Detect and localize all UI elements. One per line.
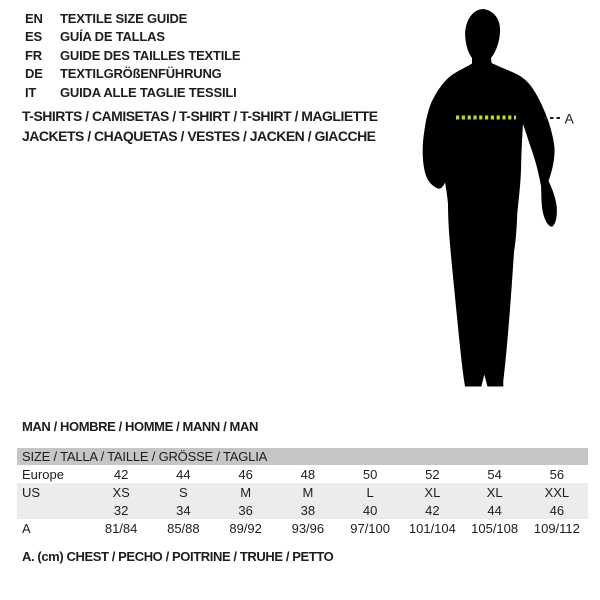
cell: 38 — [300, 502, 316, 518]
language-code: EN — [25, 10, 43, 26]
cell: XL — [424, 484, 441, 500]
cell: 48 — [300, 466, 316, 482]
cell: 32 — [113, 502, 129, 518]
language-code: FR — [25, 47, 42, 63]
cell: 54 — [487, 466, 502, 482]
size-table-header-label: SIZE / TALLA / TAILLE / GRÖSSE / TAGLIA — [22, 449, 268, 464]
section-title-man: MAN / HOMBRE / HOMME / MANN / MAN — [22, 419, 258, 434]
cell: XS — [112, 484, 130, 500]
language-row-fr — [25, 46, 240, 65]
cell: 42 — [113, 466, 129, 482]
language-code: DE — [25, 66, 43, 82]
language-code: IT — [25, 84, 37, 100]
language-label: GUIDE DES TAILLES TEXTILE — [60, 47, 241, 63]
measure-label-a: A — [564, 110, 574, 127]
cell: 81/84 — [104, 520, 138, 536]
cell: M — [302, 484, 314, 500]
cell: M — [240, 484, 252, 500]
language-row-it — [25, 83, 240, 102]
product-types-tshirts: T-SHIRTS / CAMISETAS / T-SHIRT / T-SHIRT / MAGLIETTE — [22, 108, 378, 124]
language-label: TEXTILE SIZE GUIDE — [60, 10, 188, 26]
cell: 44 — [176, 466, 191, 482]
cell: 36 — [238, 502, 253, 518]
size-table-header — [17, 448, 588, 465]
man-silhouette-figure — [400, 0, 600, 400]
man-silhouette-svg — [400, 0, 600, 400]
table-row-a-chest — [17, 519, 588, 537]
size-table — [17, 448, 588, 537]
cell: 89/92 — [229, 520, 262, 536]
language-label: GUIDA ALLE TAGLIE TESSILI — [60, 84, 237, 100]
measurement-footnote: A. (cm) CHEST / PECHO / POITRINE / TRUHE / PETTO — [22, 549, 334, 564]
cell: 105/108 — [471, 520, 519, 536]
cell: 40 — [362, 502, 378, 518]
language-label: GUÍA DE TALLAS — [60, 29, 165, 45]
cell: 97/100 — [350, 520, 390, 536]
man-silhouette-shape — [423, 9, 557, 387]
cell: XL — [486, 484, 503, 500]
row-label: A — [22, 520, 31, 536]
language-row-es — [25, 28, 240, 47]
language-row-en — [25, 9, 240, 28]
cell: 93/96 — [291, 520, 325, 536]
cell: 44 — [487, 502, 502, 518]
cell: S — [179, 484, 188, 500]
table-row-europe — [17, 465, 588, 483]
cell: 50 — [362, 466, 378, 482]
cell: 109/112 — [533, 520, 580, 536]
cell: 85/88 — [167, 520, 200, 536]
cell: 46 — [549, 502, 565, 518]
cell: XXL — [544, 484, 570, 500]
cell: 52 — [425, 466, 440, 482]
table-row-us — [17, 483, 588, 501]
row-label: Europe — [22, 466, 64, 482]
language-label: TEXTILGRÖßENFÜHRUNG — [60, 66, 222, 82]
cell: 46 — [238, 466, 253, 482]
cell: 42 — [425, 502, 440, 518]
cell: 101/104 — [408, 520, 456, 536]
cell: 56 — [549, 466, 565, 482]
language-code: ES — [25, 29, 42, 45]
row-label: US — [22, 484, 41, 500]
cell: 34 — [176, 502, 191, 518]
table-row-us-numeric — [17, 501, 588, 519]
product-types — [22, 106, 378, 146]
product-types-jackets: JACKETS / CHAQUETAS / VESTES / JACKEN / GIACCHE — [22, 128, 376, 144]
cell: L — [366, 484, 374, 500]
language-row-de — [25, 65, 240, 84]
language-guide-list — [25, 9, 240, 102]
